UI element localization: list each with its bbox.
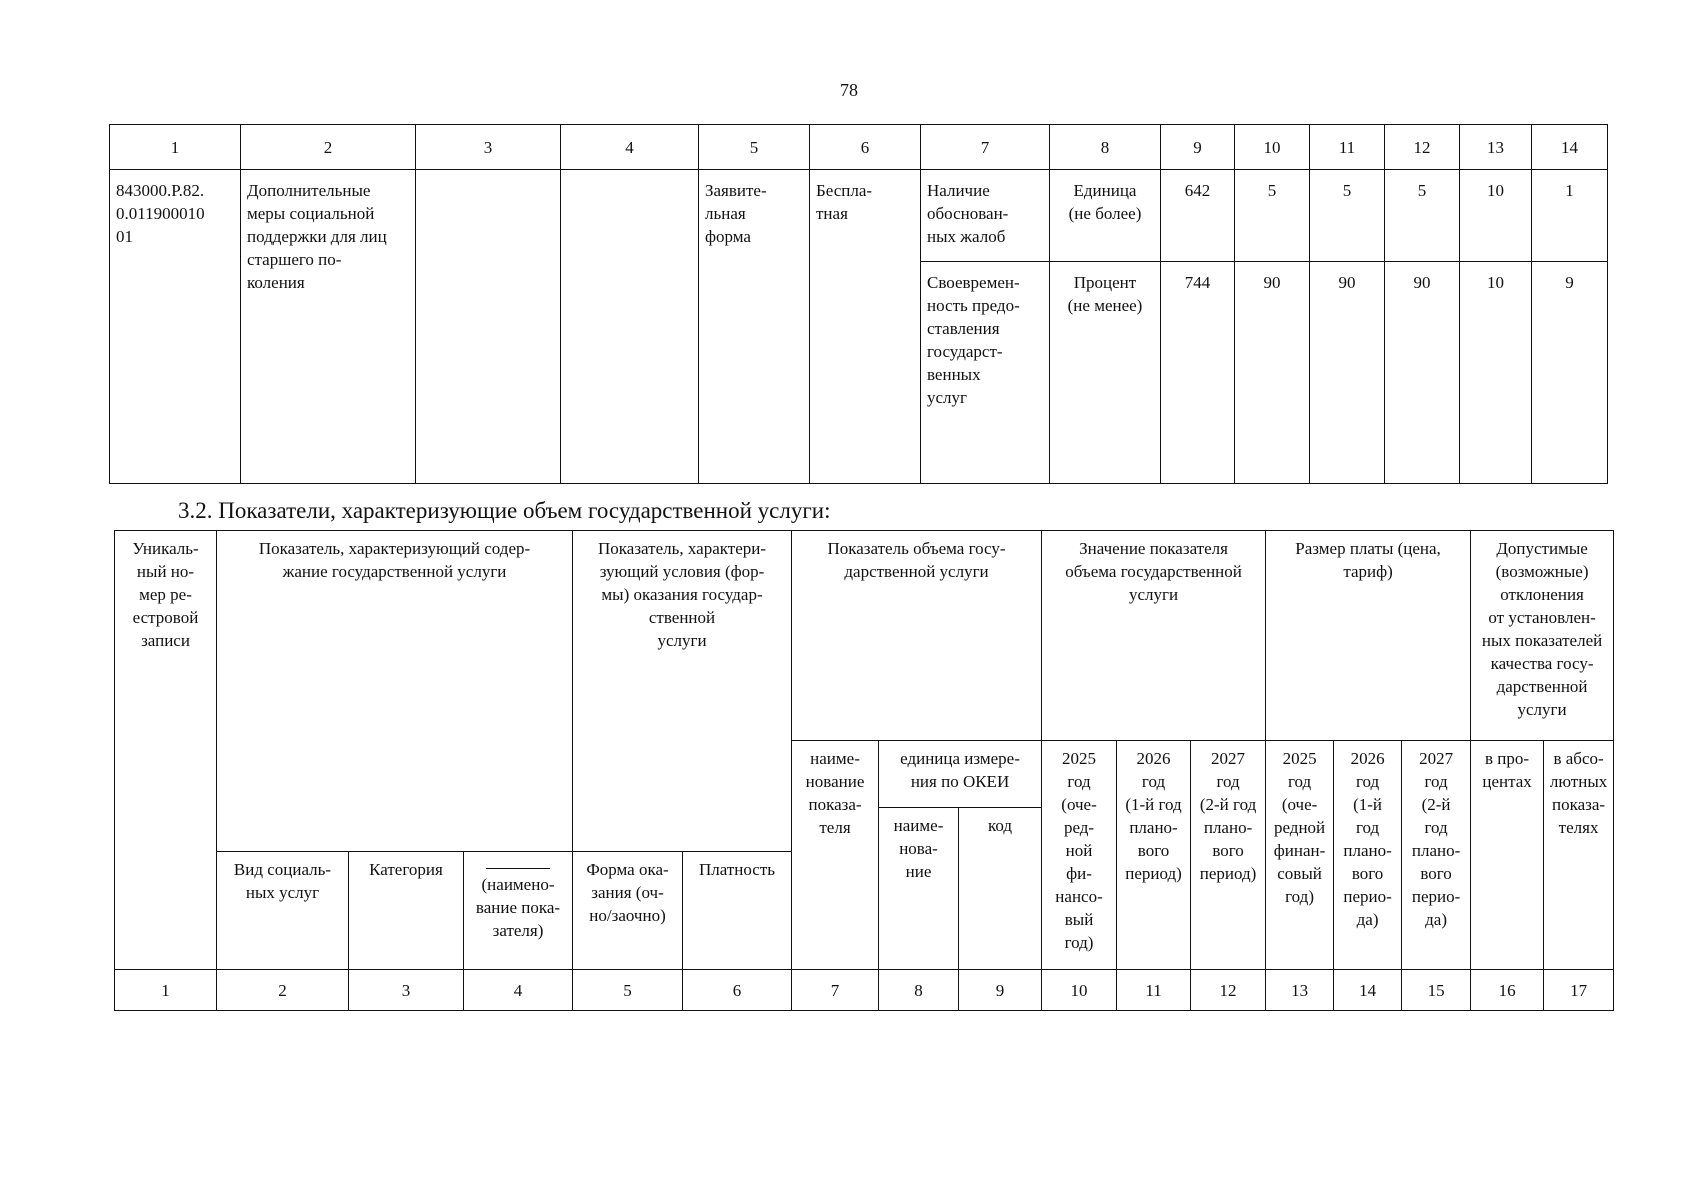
unit-code: 744: [1161, 262, 1235, 484]
indicator-name: Своевремен- ность предо- ставления государст- венных услуг: [921, 262, 1050, 484]
column-number: 5: [699, 125, 810, 170]
indicator-name: Наличие обоснован- ных жалоб: [921, 170, 1050, 262]
header-record-number: Уникаль- ный но- мер ре- естровой записи: [115, 531, 217, 970]
indicator-unit: Единица (не более): [1050, 170, 1161, 262]
header-deviation: Допустимые (возможные) отклонения от установлен- ных показателей качества госу- дарственной услуги: [1471, 531, 1614, 741]
header-indicator-name: наиме- нование показа- теля: [792, 741, 879, 970]
header-price: Размер платы (цена, тариф): [1266, 531, 1471, 741]
column-number: 8: [879, 970, 959, 1011]
value-2025: 90: [1235, 262, 1310, 484]
column-number: 4: [464, 970, 573, 1011]
column-number: 10: [1235, 125, 1310, 170]
column-number: 13: [1266, 970, 1334, 1011]
header-deviation-absolute: в абсо- лютных показа- телях: [1544, 741, 1614, 970]
table-row: [110, 170, 1608, 262]
header-price-2027: 2027 год (2-й год плано- вого перио- да): [1402, 741, 1471, 970]
header-content-indicator: Показатель, характеризующий содер- жание государственной услуги: [217, 531, 573, 852]
header-row: [115, 531, 1614, 741]
column-number: 4: [561, 125, 699, 170]
value-2025: 5: [1235, 170, 1310, 262]
deviation-percent: 10: [1460, 262, 1532, 484]
header-blank-indicator: [464, 852, 573, 970]
value-2027: 90: [1385, 262, 1460, 484]
header-value-2025: 2025 год (оче- ред- ной фи- нансо- вый год): [1042, 741, 1117, 970]
empty-cell: [416, 170, 561, 484]
header-conditions-indicator: Показатель, характери- зующий условия (фор- мы) оказания государ- ственной услуги: [573, 531, 792, 852]
column-number: 7: [792, 970, 879, 1011]
column-number: 1: [110, 125, 241, 170]
volume-indicators-table: [114, 530, 1614, 1011]
column-number: 12: [1385, 125, 1460, 170]
column-numbers-row: [115, 970, 1614, 1011]
column-number: 3: [349, 970, 464, 1011]
quality-indicators-table: [109, 124, 1608, 484]
column-number: 9: [1161, 125, 1235, 170]
column-number: 15: [1402, 970, 1471, 1011]
column-number: 9: [959, 970, 1042, 1011]
column-number: 14: [1334, 970, 1402, 1011]
column-number: 1: [115, 970, 217, 1011]
column-number: 11: [1310, 125, 1385, 170]
column-number: 2: [241, 125, 416, 170]
header-price-2025: 2025 год (оче- редной финан- совый год): [1266, 741, 1334, 970]
header-volume-indicator: Показатель объема госу- дарственной услуги: [792, 531, 1042, 741]
header-value-2027: 2027 год (2-й год плано- вого период): [1191, 741, 1266, 970]
header-okei-code: код: [959, 808, 1042, 970]
column-number: 2: [217, 970, 349, 1011]
column-number: 6: [810, 125, 921, 170]
value-2026: 90: [1310, 262, 1385, 484]
unit-code: 642: [1161, 170, 1235, 262]
column-number: 17: [1544, 970, 1614, 1011]
column-number: 16: [1471, 970, 1544, 1011]
header-category: Категория: [349, 852, 464, 970]
service-name: Дополнительные меры социальной поддержки для лиц старшего по- коления: [241, 170, 416, 484]
column-number: 12: [1191, 970, 1266, 1011]
header-service-kind: Вид социаль- ных услуг: [217, 852, 349, 970]
column-number: 14: [1532, 125, 1608, 170]
header-price-2026: 2026 год (1-й год плано- вого перио- да): [1334, 741, 1402, 970]
section-title: 3.2. Показатели, характеризующие объем государственной услуги:: [178, 498, 831, 523]
deviation-absolute: 1: [1532, 170, 1608, 262]
header-blank-label: (наимено- вание пока- зателя): [475, 875, 561, 940]
empty-cell: [561, 170, 699, 484]
column-number: 6: [683, 970, 792, 1011]
deviation-percent: 10: [1460, 170, 1532, 262]
value-2027: 5: [1385, 170, 1460, 262]
header-payment: Платность: [683, 852, 792, 970]
column-number: 3: [416, 125, 561, 170]
header-indicator-value: Значение показателя объема государственной услуги: [1042, 531, 1266, 741]
header-okei-name: наиме- нова- ние: [879, 808, 959, 970]
column-numbers-row: [110, 125, 1608, 170]
column-number: 7: [921, 125, 1050, 170]
column-number: 13: [1460, 125, 1532, 170]
header-service-form: Форма ока- зания (оч- но/заочно): [573, 852, 683, 970]
header-value-2026: 2026 год (1-й год плано- вого период): [1117, 741, 1191, 970]
service-form: Заявите- льная форма: [699, 170, 810, 484]
page-number: 78: [840, 80, 858, 100]
column-number: 10: [1042, 970, 1117, 1011]
column-number: 5: [573, 970, 683, 1011]
deviation-absolute: 9: [1532, 262, 1608, 484]
header-deviation-percent: в про- центах: [1471, 741, 1544, 970]
indicator-unit: Процент (не менее): [1050, 262, 1161, 484]
record-number: 843000.Р.82. 0.011900010 01: [110, 170, 241, 484]
column-number: 11: [1117, 970, 1191, 1011]
blank-line: [486, 868, 550, 869]
column-number: 8: [1050, 125, 1161, 170]
value-2026: 5: [1310, 170, 1385, 262]
header-okei-unit: единица измере- ния по ОКЕИ: [879, 741, 1042, 808]
service-payment: Беспла- тная: [810, 170, 921, 484]
